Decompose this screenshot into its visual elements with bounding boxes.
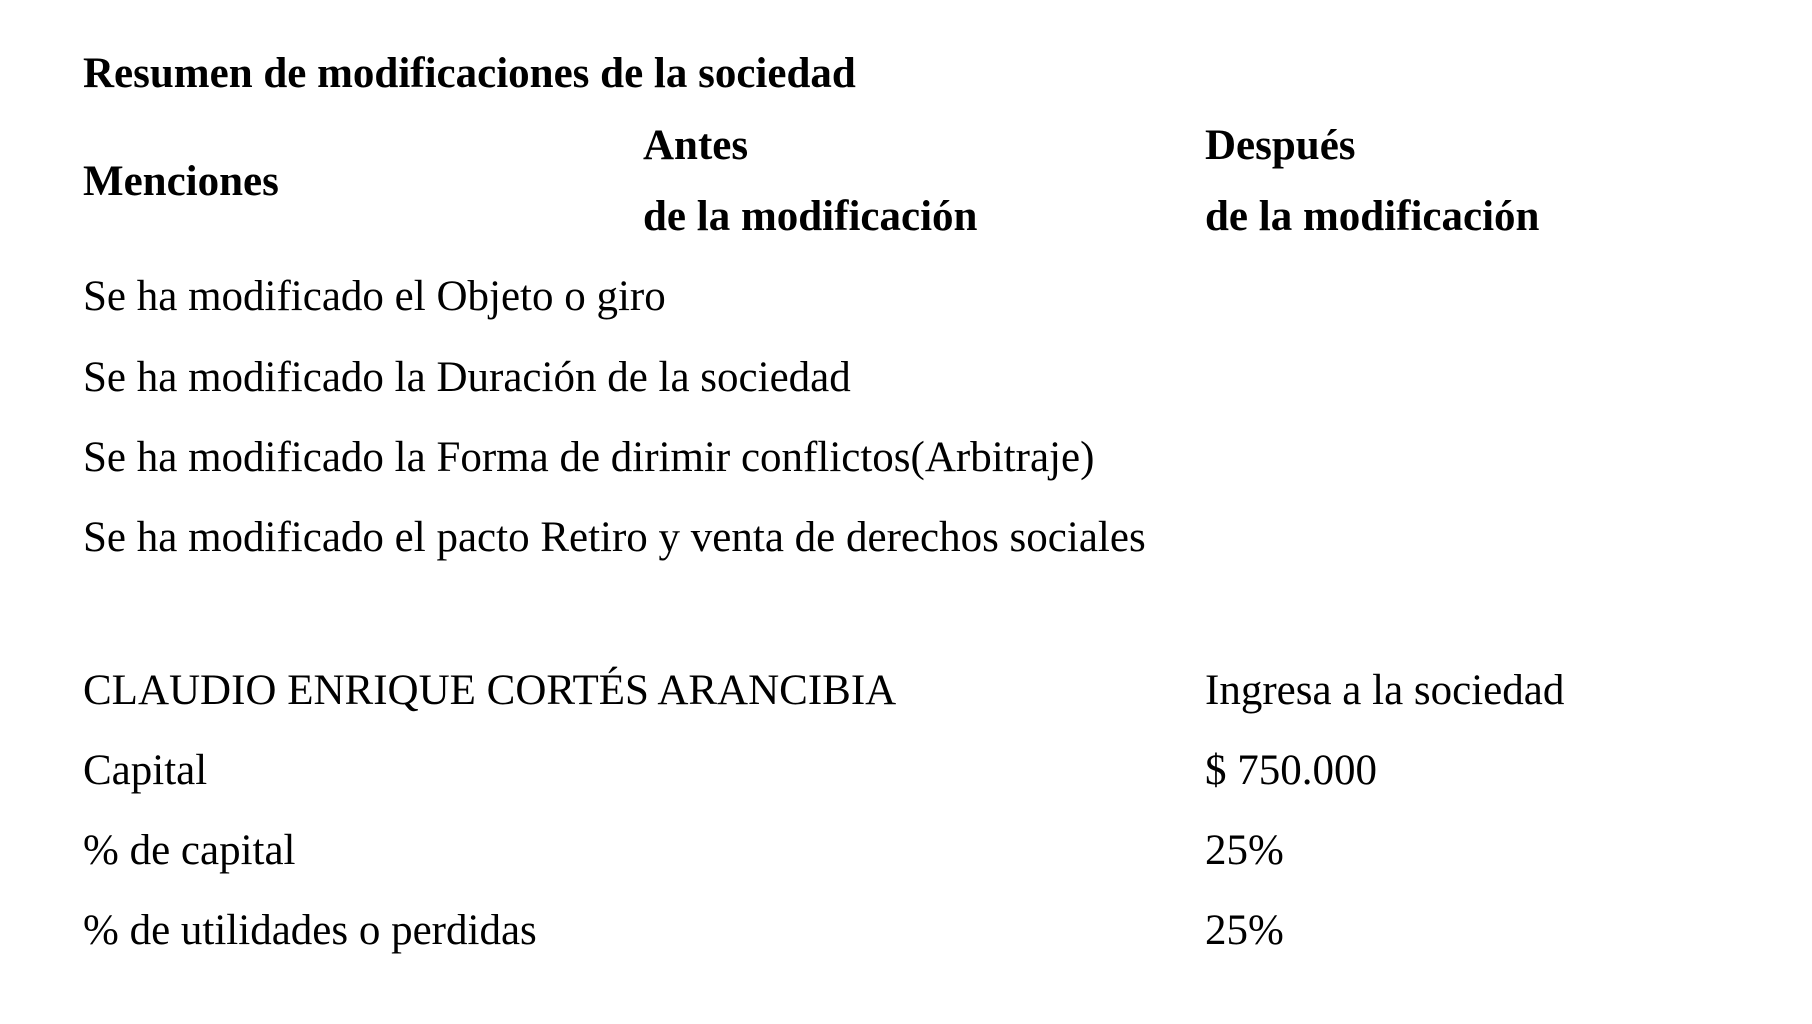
header-despues-line2: de la modificación: [1205, 193, 1540, 240]
capital-value: $ 750.000: [1205, 747, 1377, 794]
profit-loss-percent-label: % de utilidades o perdidas: [83, 907, 537, 954]
modification-item: Se ha modificado la Forma de dirimir conflictos(Arbitraje): [83, 434, 1095, 481]
modification-item: Se ha modificado el Objeto o giro: [83, 273, 666, 320]
partner-name: CLAUDIO ENRIQUE CORTÉS ARANCIBIA: [83, 667, 897, 714]
header-menciones: Menciones: [83, 158, 279, 205]
header-antes-line1: Antes: [643, 122, 749, 169]
profit-loss-percent-value: 25%: [1205, 907, 1284, 954]
header-antes-line2: de la modificación: [643, 193, 978, 240]
header-despues-line1: Después: [1205, 122, 1356, 169]
modification-item: Se ha modificado la Duración de la sociedad: [83, 354, 851, 401]
capital-percent-label: % de capital: [83, 827, 296, 874]
capital-percent-value: 25%: [1205, 827, 1284, 874]
document-title: Resumen de modificaciones de la sociedad: [83, 50, 856, 97]
capital-label: Capital: [83, 747, 208, 794]
partner-status: Ingresa a la sociedad: [1205, 667, 1565, 714]
modification-item: Se ha modificado el pacto Retiro y venta de derechos sociales: [83, 514, 1146, 561]
